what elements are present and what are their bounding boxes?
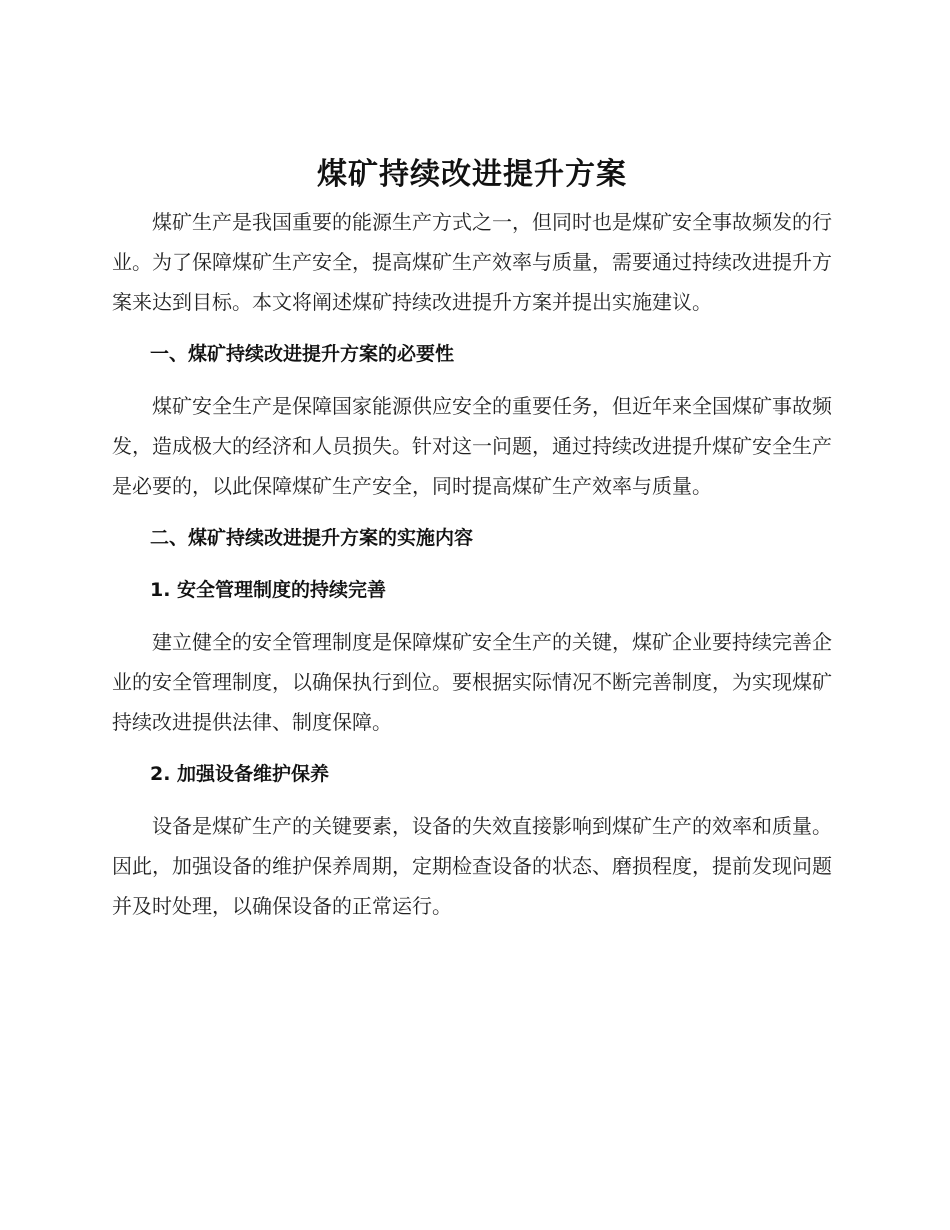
section-heading-implementation: 二、煤矿持续改进提升方案的实施内容: [150, 527, 474, 549]
subheading-safety-management: 1. 安全管理制度的持续完善: [150, 579, 387, 601]
spacer: [112, 794, 832, 806]
intro-paragraph: 煤矿生产是我国重要的能源生产方式之一，但同时也是煤矿安全事故频发的行业。为了保障煤矿生产安全，提高煤矿生产效率与质量，需要通过持续改进提升方案来达到目标。本文将阐述煤矿持续改进提升方案并提出实施建议。: [112, 210, 832, 314]
document-title: 煤矿持续改进提升方案: [317, 157, 627, 192]
spacer: [112, 374, 832, 386]
spacer: [112, 506, 832, 518]
spacer: [112, 558, 832, 570]
equipment-maintenance-paragraph: 设备是煤矿生产的关键要素，设备的失效直接影响到煤矿生产的效率和质量。因此，加强设备的维护保养周期，定期检查设备的状态、磨损程度，提前发现问题并及时处理，以确保设备的正常运行。: [112, 814, 832, 918]
safety-management-paragraph: 建立健全的安全管理制度是保障煤矿安全生产的关键，煤矿企业要持续完善企业的安全管理制度，以确保执行到位。要根据实际情况不断完善制度，为实现煤矿持续改进提供法律、制度保障。: [112, 630, 832, 734]
spacer: [112, 322, 832, 334]
spacer: [112, 610, 832, 622]
section-heading-necessity: 一、煤矿持续改进提升方案的必要性: [150, 343, 455, 365]
spacer: [112, 742, 832, 754]
document-content: [112, 148, 832, 926]
necessity-paragraph: 煤矿安全生产是保障国家能源供应安全的重要任务，但近年来全国煤矿事故频发，造成极大的经济和人员损失。针对这一问题，通过持续改进提升煤矿安全生产是必要的，以此保障煤矿生产安全，同时提高煤矿生产效率与质量。: [112, 394, 832, 498]
subheading-equipment-maintenance: 2. 加强设备维护保养: [150, 763, 330, 785]
